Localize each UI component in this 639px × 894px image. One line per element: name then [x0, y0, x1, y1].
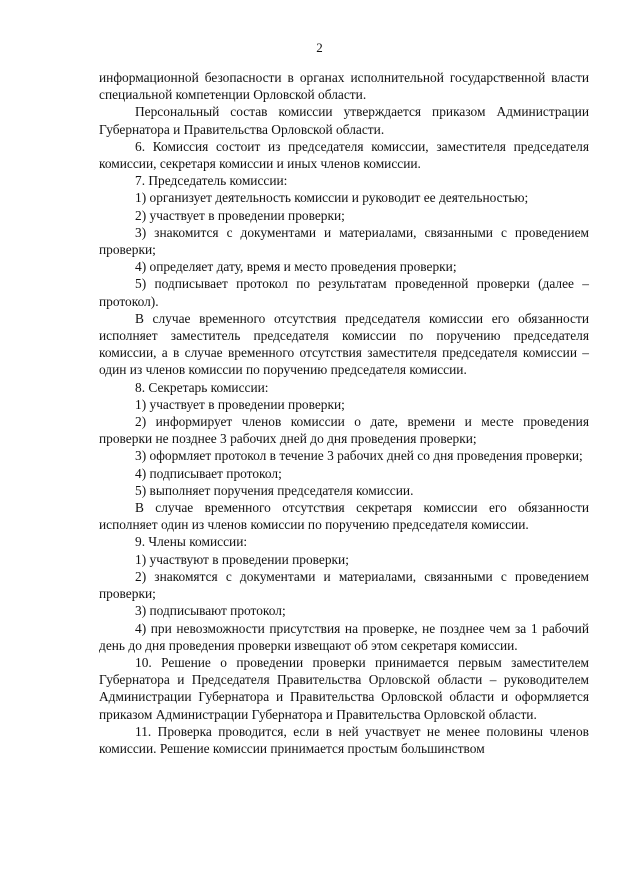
list-item: 2) информирует членов комиссии о дате, времени и месте проведения проверки не позднее 3 рабочих дней до дня проведения проверки; [99, 414, 589, 447]
list-item: 4) определяет дату, время и место проведения проверки; [135, 259, 457, 275]
list-item: 2) участвует в проведении проверки; [135, 207, 345, 223]
list-item: 3) знакомится с документами и материалами, связанными с проведением проверки; [99, 224, 589, 258]
list-item: 5) подписывает протокол по результатам проведенной проверки (далее – протокол). [99, 276, 589, 309]
paragraph-item-6: 6. Комиссия состоит из председателя комиссии, заместителя председателя комиссии, секретаря комиссии и иных членов комиссии. [99, 138, 589, 172]
list-item: 1) организует деятельность комиссии и руководит ее деятельностью; [135, 190, 529, 206]
document-body [99, 69, 589, 757]
list-item: 3) оформляет протокол в течение 3 рабочих дней со дня проведения проверки; [135, 448, 583, 464]
list-item: 5) выполняет поручения председателя комиссии. [135, 482, 414, 498]
page-number: 2 [316, 40, 323, 55]
list-item: 1) участвуют в проведении проверки; [135, 551, 349, 567]
list-item: 2) знакомятся с документами и материалами, связанными с проведением проверки; [99, 568, 589, 602]
list-item: 4) при невозможности присутствия на проверке, не позднее чем за 1 рабочий день до дня проведения проверки извещают об этом секретаря комиссии. [99, 620, 589, 653]
paragraph-item-7-heading: 7. Председатель комиссии: [135, 173, 288, 189]
paragraph-secretary-absence: В случае временного отсутствия секретаря комиссии его обязанности исполняет один из членов комиссии по поручению председателя комиссии. [99, 500, 589, 533]
paragraph-continuation: информационной безопасности в органах исполнительной государственной власти специальной компетенции Орловской области. [99, 70, 589, 103]
list-item: 4) подписывает протокол; [135, 465, 282, 481]
list-item: 1) участвует в проведении проверки; [135, 396, 345, 412]
paragraph-personnel: Персональный состав комиссии утверждается приказом Администрации Губернатора и Правительства Орловской области. [99, 104, 589, 137]
paragraph-chair-absence: В случае временного отсутствия председателя комиссии его обязанности исполняет заместитель председателя комиссии по поручению председателя комиссии, а в случае временного отсутствия заместителя председателя комиссии – один из членов комиссии по поручению председателя комиссии. [99, 310, 589, 378]
paragraph-item-10: 10. Решение о проведении проверки принимается первым заместителем Губернатора и Председателя Правительства Орловской области – руководителем Администрации Губернатора и Правительства Орловской области и оформляется приказом Администрации Губернатора и Правительства Орловской области. [99, 654, 589, 722]
list-item: 3) подписывают протокол; [135, 603, 286, 619]
paragraph-item-11: 11. Проверка проводится, если в ней участвует не менее половины членов комиссии. Решение комиссии принимается простым большинством [99, 723, 589, 756]
paragraph-item-8-heading: 8. Секретарь комиссии: [135, 379, 269, 395]
paragraph-item-9-heading: 9. Члены комиссии: [135, 534, 248, 550]
